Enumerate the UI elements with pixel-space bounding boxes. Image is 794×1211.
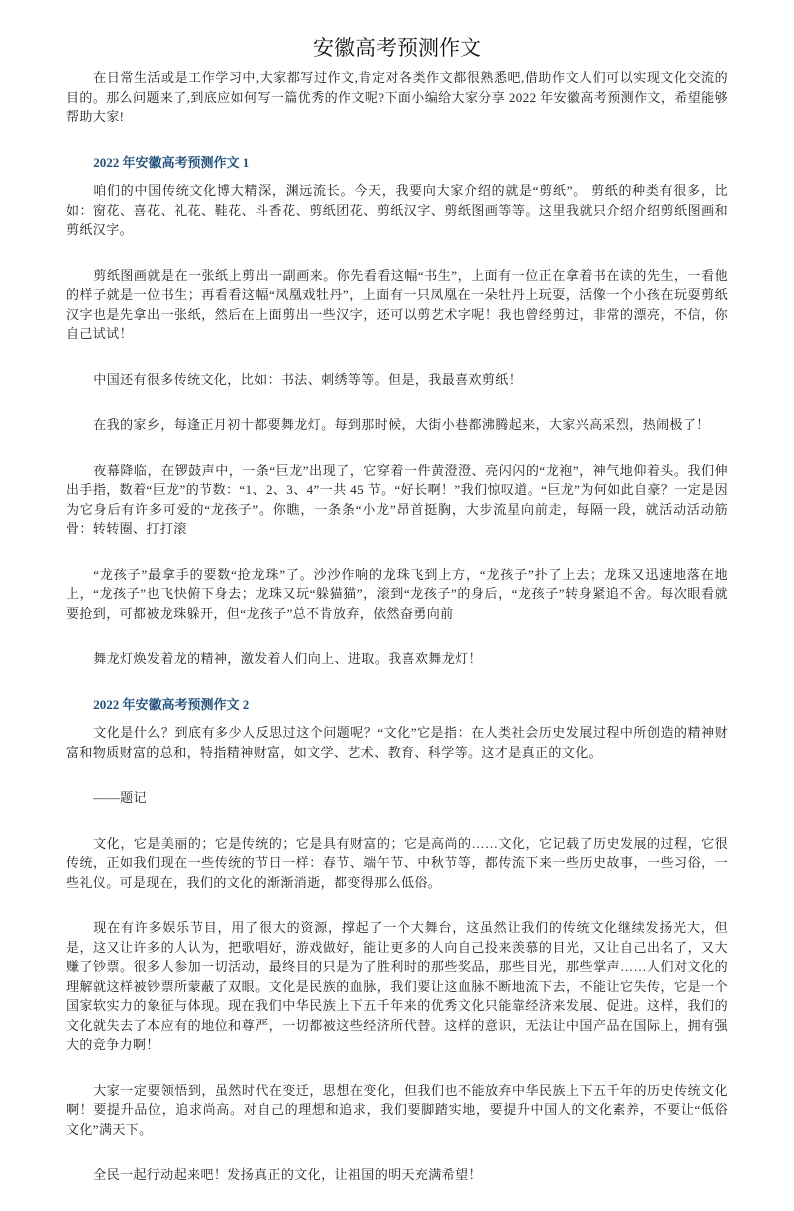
essay-2-paragraph: 全民一起行动起来吧！发扬真正的文化，让祖国的明天充满希望！: [93, 1167, 482, 1182]
essay-2-heading: 2022 年安徽高考预测作文 2: [93, 696, 250, 712]
essay-1-heading: 2022 年安徽高考预测作文 1: [93, 154, 250, 170]
essay-1-paragraph: 剪纸图画就是在一张纸上剪出一副画来。你先看看这幅“书生”，上面有一位正在拿着书在读的先生，一看他的样子就是一位书生；再看看这幅“凤凰戏牡丹”，上面有一只凤凰在一朵牡丹上玩耍，活像一个小孩在玩耍剪纸汉字也是先拿出一张纸，然后在上面剪出一些汉字，还可以剪艺术字呢！我也曾经剪过，非常的漂亮，不信，你自己试试！: [66, 267, 728, 341]
document-title: 安徽高考预测作文: [313, 36, 481, 60]
essay-2-epigraph: ——题记: [93, 790, 147, 805]
essay-1-paragraph: 舞龙灯焕发着龙的精神，激发着人们向上、进取。我喜欢舞龙灯！: [93, 651, 482, 666]
essay-2-paragraph: 现在有许多娱乐节目，用了很大的资源，撑起了一个大舞台，这虽然让我们的传统文化继续发扬光大，但是，这又让许多的人认为，把歌唱好，游戏做好，能让更多的人向自己投来羡慕的目光，又让自己出名了，又大赚了钞票。很多人参加一切活动，最终目的只是为了胜利时的那些奖品，那些目光，那些掌声……人们对文化的理解就这样被钞票所蒙蔽了双眼。文化是民族的血脉，我们要让这血脉不断地流下去，不能让它失传，它是一个国家软实力的象征与体现。现在我们中华民族上下五千年来的优秀文化只能靠经济来发展、促进。这样，我们的文化就失去了本应有的地位和尊严，一切都被这些经济所代替。这样的意识，无法让中国产品在国际上，拥有强大的竞争力啊！: [66, 920, 728, 1052]
essay-1-paragraph: 咱们的中国传统文化博大精深，渊远流长。今天，我要向大家介绍的就是“剪纸”。 剪纸的种类有很多，比如：窗花、喜花、礼花、鞋花、斗香花、剪纸团花、剪纸汉字、剪纸图画等等。这里我就只介绍介绍剪纸图画和剪纸汉字。: [66, 183, 728, 237]
essay-2-paragraph: 大家一定要领悟到，虽然时代在变迁，思想在变化，但我们也不能放弃中华民族上下五千年的历史传统文化啊！要提升品位，追求尚高。对自己的理想和追求，我们要脚踏实地，要提升中国人的文化素养，不要让“低俗文化”满天下。: [66, 1082, 728, 1137]
essay-1-paragraph: 夜幕降临，在锣鼓声中，一条“巨龙”出现了，它穿着一件黄澄澄、亮闪闪的“龙袍”，神气地仰着头。我们伸出手指，数着“巨龙”的节数：“1、2、3、4”一共 45 节。“好长啊！”我们惊叹道。“巨龙”为何如此自豪？一定是因为它身后有许多可爱的“龙孩子”。你瞧，一条条“小龙”昂首挺胸，大步流星向前走，每隔一段，就活动活动筋骨：转转圈、打打滚: [66, 462, 728, 536]
essay-1-paragraph: 中国还有很多传统文化，比如：书法、刺绣等等。但是，我最喜欢剪纸！: [93, 371, 523, 387]
intro-paragraph: 在日常生活或是工作学习中,大家都写过作文,肯定对各类作文都很熟悉吧,借助作文人们可以实现文化交流的目的。那么问题来了,到底应如何写一篇优秀的作文呢?下面小编给大家分享 2022 年安徽高考预测作文，希望能够帮助大家!: [66, 70, 728, 124]
essay-2-paragraph: 文化是什么？到底有多少人反思过这个问题呢？“文化”它是指：在人类社会历史发展过程中所创造的精神财富和物质财富的总和，特指精神财富，如文学、艺术、教育、科学等。这才是真正的文化。: [66, 725, 728, 760]
document-body: [66, 68, 728, 1211]
essay-1-paragraph: 在我的家乡，每逢正月初十都要舞龙灯。每到那时候，大街小巷都沸腾起来，大家兴高采烈，热闹极了！: [93, 417, 710, 432]
essay-2-paragraph: 文化，它是美丽的；它是传统的；它是具有财富的；它是高尚的……文化，它记载了历史发展的过程，它很传统，正如我们现在一些传统的节日一样：春节、端午节、中秋节等，都传流下来一些历史故事，一些习俗，一些礼仪。可是现在，我们的文化的渐渐消逝，都变得那么低俗。: [66, 835, 728, 890]
essay-1-paragraph: “龙孩子”最拿手的要数“抢龙珠”了。沙沙作响的龙珠飞到上方，“龙孩子”扑了上去；龙珠又迅速地落在地上，“龙孩子”也飞快俯下身去；龙珠又玩“躲猫猫”，滚到“龙孩子”的身后，“龙孩子”转身紧追不舍。每次眼看就要抢到，可都被龙珠躲开，但“龙孩子”总不肯放弃，依然奋勇向前: [66, 566, 728, 621]
